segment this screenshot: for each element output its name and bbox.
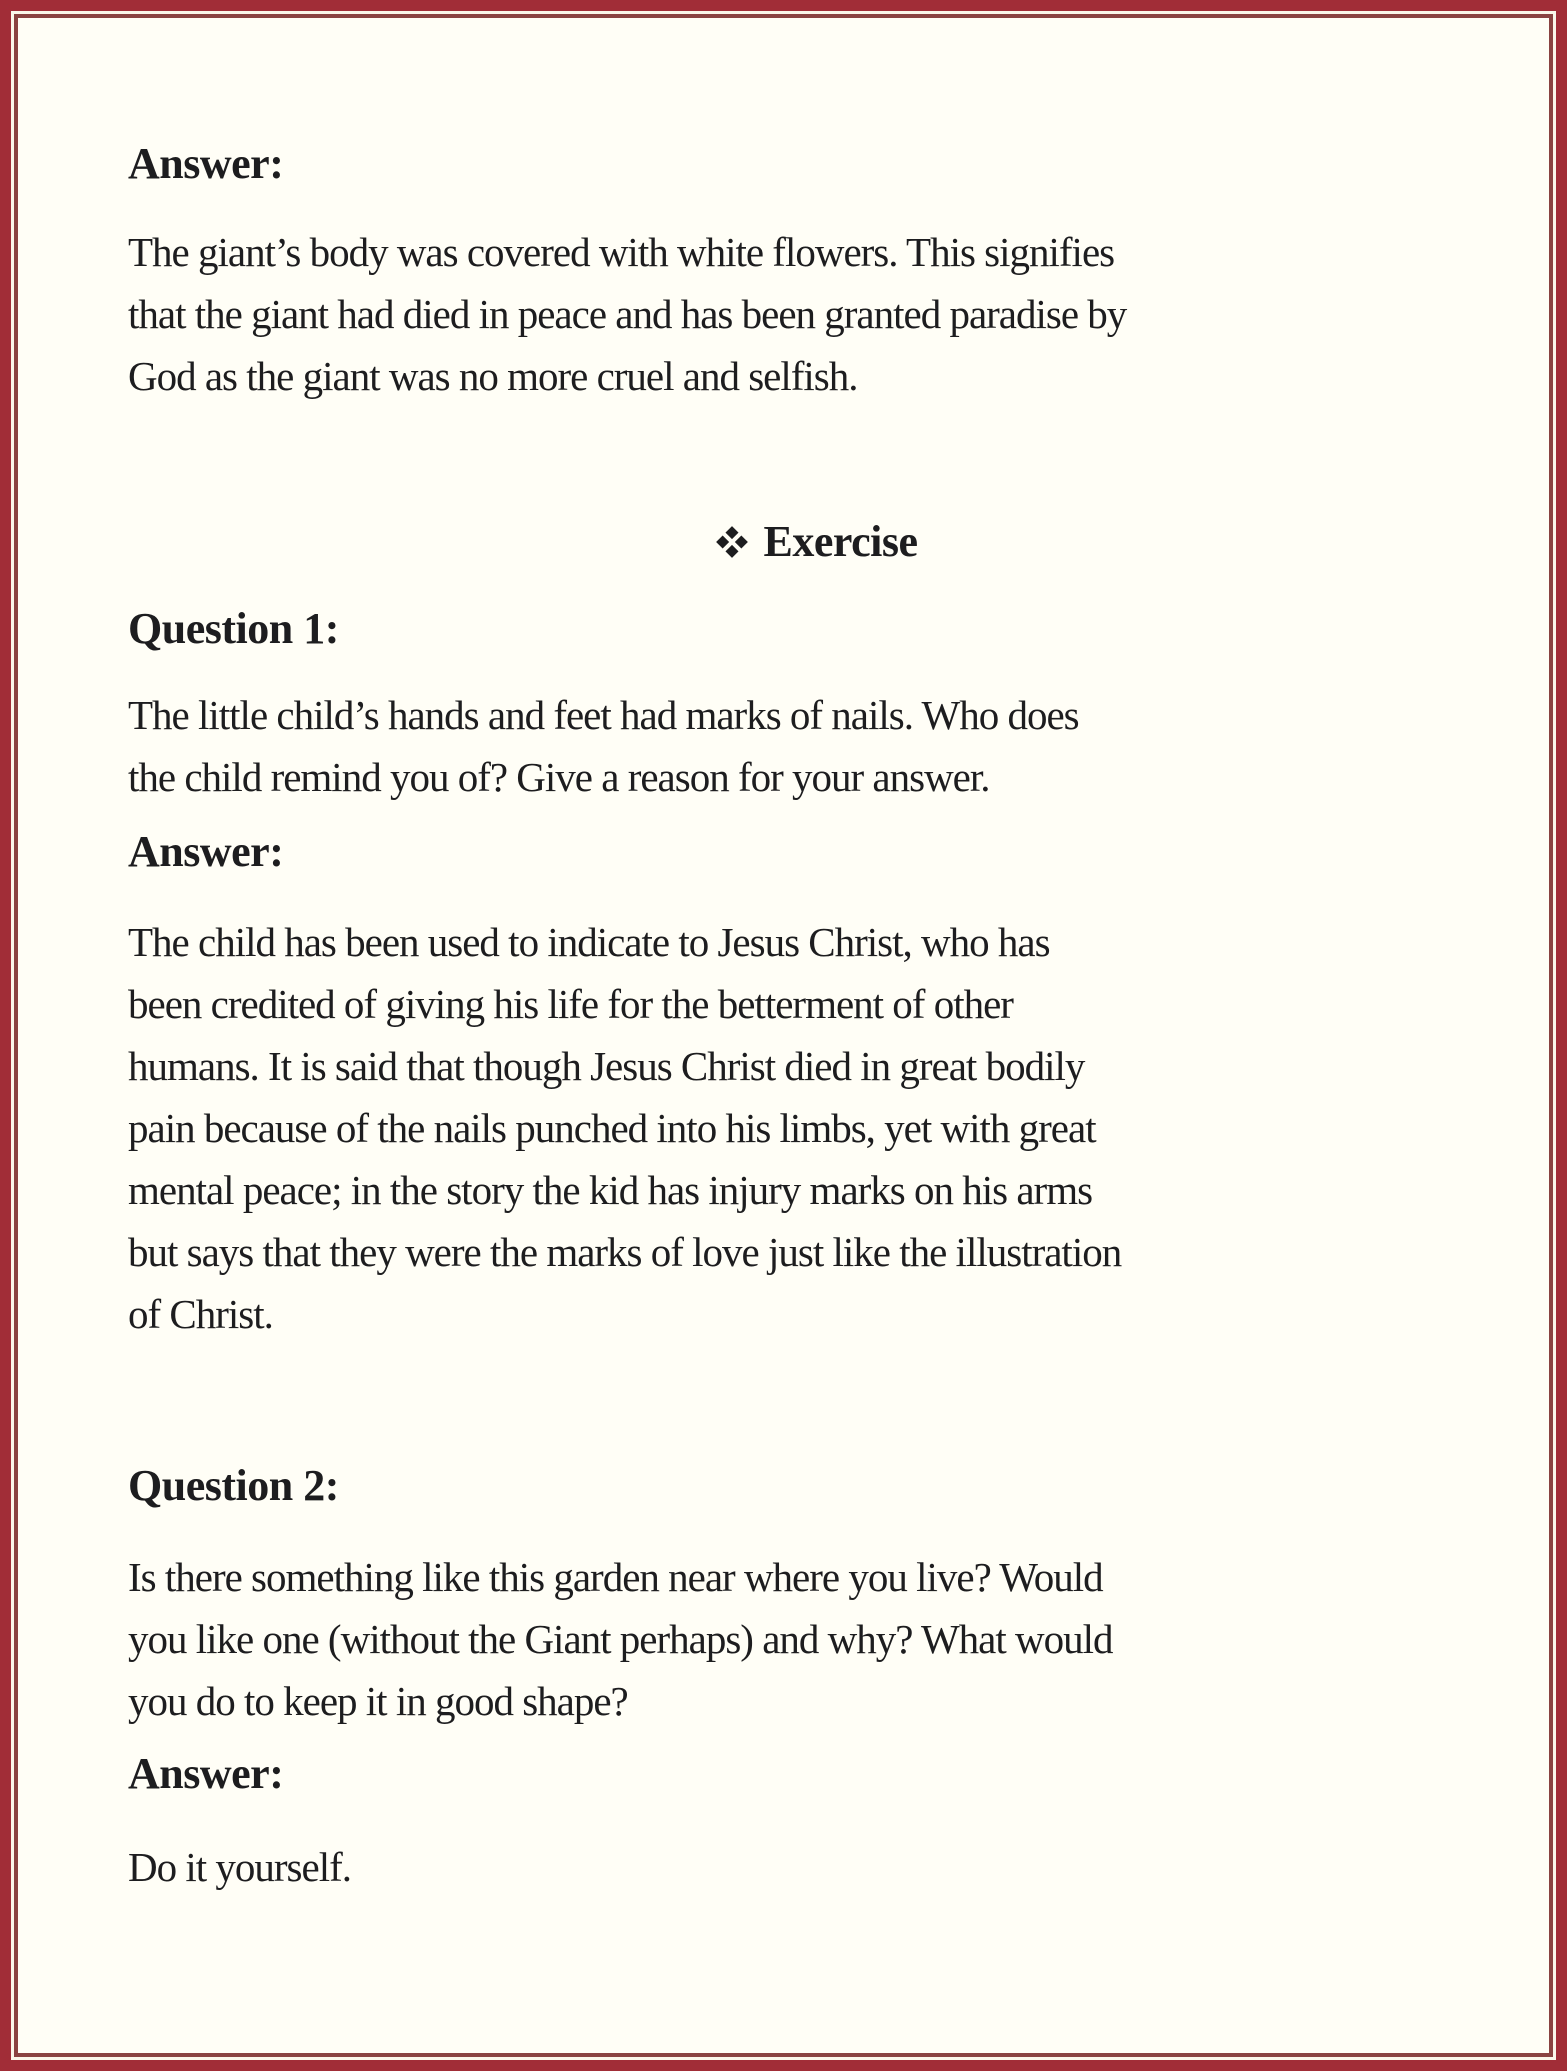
answer-2-text	[128, 911, 1121, 1345]
exercise-heading	[33, 511, 1567, 576]
question-1-text	[128, 684, 1079, 808]
text-line: that the giant had died in peace and has been granted paradise by	[128, 291, 1127, 337]
text-line: been credited of giving his life for the betterment of other	[128, 981, 1013, 1027]
question-2-label: Question 2:	[128, 1461, 339, 1510]
answer-1-text	[128, 221, 1126, 407]
four-diamond-icon	[715, 514, 749, 576]
text-line: The child has been used to indicate to Jesus Christ, who has	[128, 919, 1050, 965]
question-2-text	[128, 1546, 1113, 1732]
text-line: Do it yourself.	[128, 1844, 351, 1890]
text-line: pain because of the nails punched into his limbs, yet with great	[128, 1105, 1096, 1151]
answer-label-2: Answer:	[128, 827, 284, 876]
answer-label-1: Answer:	[128, 139, 284, 188]
text-line: of Christ.	[128, 1291, 273, 1337]
text-line: The little child’s hands and feet had marks of nails. Who does	[128, 692, 1079, 738]
exercise-label: Exercise	[763, 517, 918, 566]
answer-3-text	[128, 1836, 351, 1898]
text-line: you do to keep it in good shape?	[128, 1678, 628, 1724]
text-line: but says that they were the marks of love just like the illustration	[128, 1229, 1122, 1275]
text-line: mental peace; in the story the kid has injury marks on his arms	[128, 1167, 1093, 1213]
text-line: Is there something like this garden near where you live? Would	[128, 1554, 1103, 1600]
text-line: The giant’s body was covered with white flowers. This signifies	[128, 229, 1115, 275]
question-1-label: Question 1:	[128, 604, 339, 653]
answer-label-3: Answer:	[128, 1749, 284, 1798]
text-line: God as the giant was no more cruel and selfish.	[128, 353, 858, 399]
text-line: the child remind you of? Give a reason for your answer.	[128, 754, 990, 800]
text-line: humans. It is said that though Jesus Christ died in great bodily	[128, 1043, 1085, 1089]
text-line: you like one (without the Giant perhaps) and why? What would	[128, 1616, 1113, 1662]
